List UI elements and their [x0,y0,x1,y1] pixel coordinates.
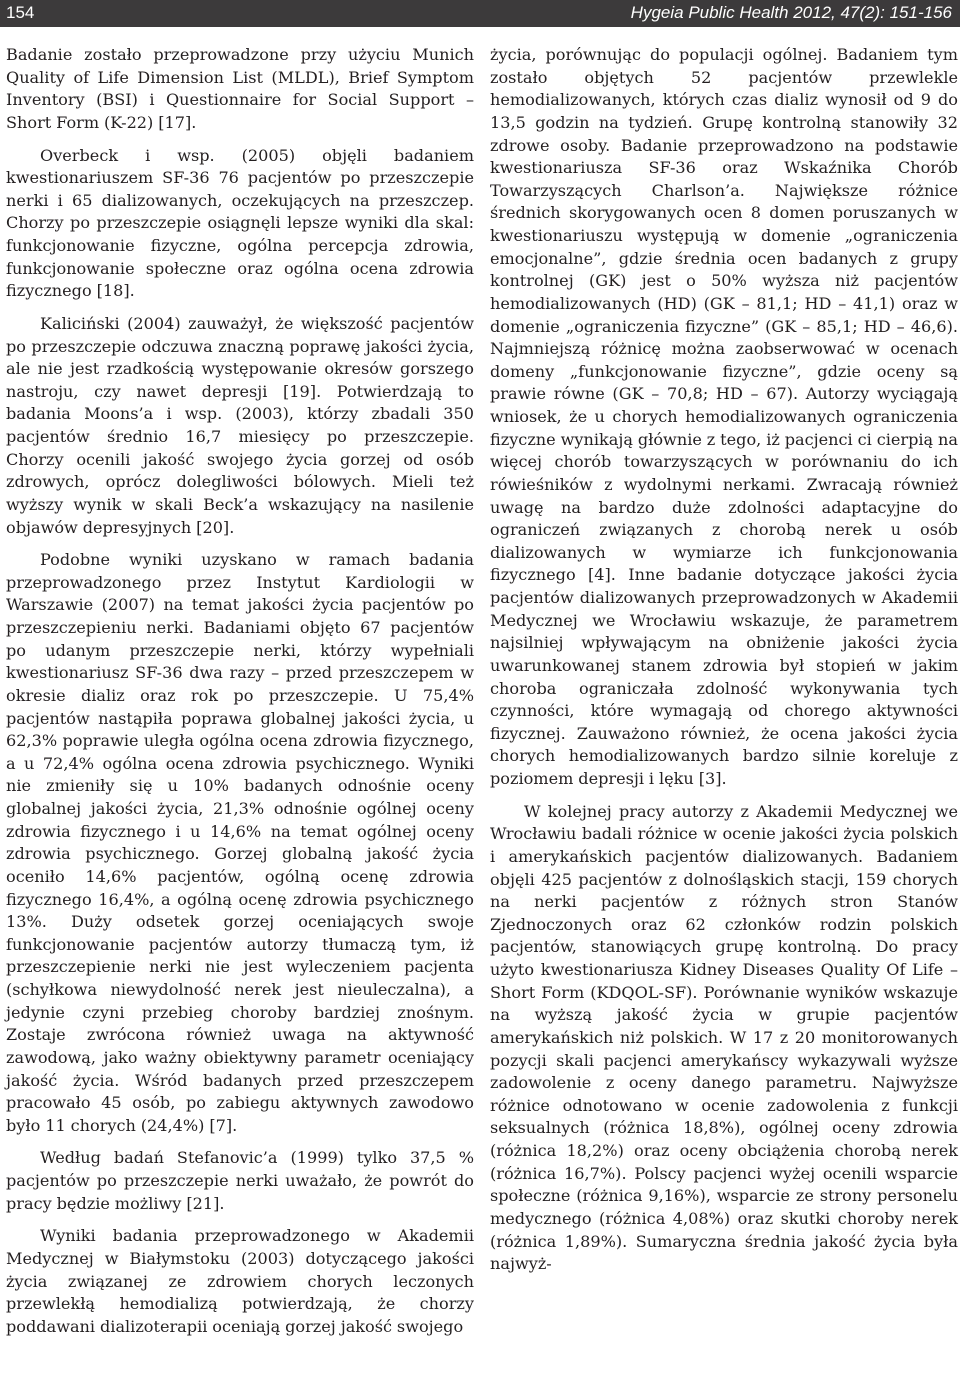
paragraph: życia, porównując do populacji ogólnej. Badaniem tym zostało objętych 52 pacjentów przewlekle hemodializowanych, których czas dializ wynosił od 9 do 13,5 godzin na tydzień. Grupę kontrolną stanowiły 32 zdrowe osoby. Badanie przeprowadzono na podstawie kwestionariusza SF-36 oraz Wskaźnika Chorób Towarzyszących Charlson’a. Największe różnice średnich skorygowanych ocen 8 domen poruszanych w kwestionariuszu występują w domenie „ograniczenia emocjonalne”, gdzie średnia ocen badanych z grupy kontrolnej (GK) jest o 50% wyższa niż pacjentów hemodializowanych (HD) (GK – 81,1; HD – 41,1) oraz w domenie „ograniczenia fizyczne” (GK – 85,1; HD – 46,6). Najmniejszą różnicę można zaobserwować w ocenach domeny „funkcjonowanie fizyczne”, gdzie oceny są prawie równe (GK – 70,8; HD – 67). Autorzy wyciągają wniosek, że u chorych hemodializowanych ograniczenia fizyczne wynikają głównie z tego, iż pacjenci ci cierpią na więcej chorób towarzyszących w porównaniu do ich rówieśników z wydolnymi nerkami. Zwracają również uwagę na bardzo duże zdolności adaptacyjne do ograniczeń związanych z chorobą nerek u osób dializowanych w wymiarze ich funkcjonowania fizycznego [4]. Inne badanie dotyczące jakości życia pacjentów dializowanych przeprowadzonych w Akademii Medycznej we Wrocławiu wskazuje, że parametrem najsilniej wpływającym na obniżenie jakości życia uwarunkowanej stanem zdrowia był stopień w jakim choroba ograniczała zdolność wykonywania tych czynności, które wymagają od chorego aktywności fizycznej. Zauważono również, że ocena jakości życia chorych hemodializowanych bardzo silnie koreluje z poziomem depresji i lęku [3]. [490,45,958,788]
paragraph: Overbeck i wsp. (2005) objęli badaniem kwestionariuszem SF-36 76 pacjentów po przeszczepie nerki i 65 dializowanych, oczekujących na przeszczep. Chorzy po przeszczepie osiągnęli lepsze wyniki dla skal: funkcjonowanie fizyczne, ogólna percepcja zdrowia, funkcjonowanie społeczne oraz ogólna ocena zdrowia fizycznego [18]. [6,145,474,301]
paragraph: Badanie zostało przeprowadzone przy użyciu Munich Quality of Life Dimension List (MLDL), Brief Symptom Inventory (BSI) i Questionnaire for Social Support – Short Form (K-22) [17]. [6,45,474,132]
paragraph: Podobne wyniki uzyskano w ramach badania przeprowadzonego przez Instytut Kardiologii w Warszawie (2007) na temat jakości życia pacjentów po przeszczepieniu nerki. Badaniami objęto 67 pacjentów po udanym przeszczepie nerki, którzy wypełniali kwestionariusz SF-36 dwa razy – przed przeszczepem w okresie dializ oraz rok po przeszczepie. U 75,4% pacjentów nastąpiła poprawa globalnej jakości życia, u 62,3% poprawie uległa ogólna ocena zdrowia fizycznego, a u 72,4% ogólna ocena zdrowia psychicznego. Wyniki nie zmieniły się u 10% badanych odnośnie oceny globalnej jakości życia, 21,3% odnośnie ogólnej oceny zdrowia fizycznego i u 14,6% na temat ogólnej oceny zdrowia psychicznego. Gorzej globalną jakość życia oceniło 14,6% pacjentów, ogólną ocenę zdrowia fizycznego 16,4%, a ogólną ocenę zdrowia psychicznego 13%. Duży odsetek gorzej oceniających swoje funkcjonowanie pacjentów autorzy tłumaczą tym, iż przeszczepienie nerki nie jest wyleczeniem pacjenta (schyłkowa niewydolność nerek jest nieuleczalna), a jedynie czyni przebieg choroby bardziej znośnym. Zostaje zwrócona również uwaga na aktywność zawodową, jako ważny obiektywny parametr oceniający jakość życia. Wśród badanych przed przeszczepem pracowało 45 osób, po zabiegu aktywnych zawodowo było 11 chorych (24,4%) [7]. [6,550,474,1135]
journal-reference: Hygeia Public Health 2012, 47(2): 151-156 [630,3,952,22]
left-text-column [6,44,474,1338]
paragraph: Kaliciński (2004) zauważył, że większość pacjentów po przeszczepie odczuwa znaczną poprawę jakości życia, ale nie jest rzadkością występowanie okresów gorszego nastroju, czy nawet depresji [19]. Potwierdzają to badania Moons’a i wsp. (2003), którzy zbadali 350 pacjentów średnio 16,7 miesięcy po przeszczepie. Chorzy ocenili jakość swojego życia gorzej od osób zdrowych, oprócz dolegliwości bólowych. Mieli też wyższy wynik w skali Beck’a wskazujący na nasilenie objawów depresyjnych [20]. [6,313,474,537]
paragraph: Według badań Stefanovic’a (1999) tylko 37,5 % pacjentów po przeszczepie nerki uważało, że powrót do pracy będzie możliwy [21]. [6,1148,474,1213]
page-number: 154 [6,3,35,22]
paragraph: Wyniki badania przeprowadzonego w Akademii Medycznej w Białymstoku (2003) dotyczącego jakości życia związanej ze zdrowiem chorych leczonych przewlekłą hemodializą potwierdzają, że chorzy poddawani dializoterapii oceniają gorzej jakość swojego [6,1226,474,1336]
page-header [0,0,960,27]
right-text-column [490,44,958,1276]
paragraph: W kolejnej pracy autorzy z Akademii Medycznej we Wrocławiu badali różnice w ocenie jakości życia polskich i amerykańskich pacjentów dializowanych. Badaniem objęli 425 pacjentów z dolnośląskich stacji, 159 chorych na nerki pacjentów z różnych stron Stanów Zjednoczonych oraz 62 członków rodzin polskich pacjentów, stanowiących grupę kontrolną. Do pracy użyto kwestionariusza Kidney Diseases Quality Of Life – Short Form (KDQOL-SF). Porównanie wyników wskazuje na wyższą jakość życia w grupie pacjentów amerykańskich niż polskich. W 17 z 20 monitorowanych pozycji skali pacjenci amerykańscy wykazywali wyższe zadowolenie z oceny danego parametru. Najwyższe różnice odnotowano w ocenie zadowolenia z funkcji seksualnych (różnica 18,8%), ogólnej oceny zdrowia (różnica 18,2%) oraz oceny obciążenia chorobą nerek (różnica 16,7%). Polscy pacjenci wyżej ocenili wsparcie społeczne (różnica 9,16%), wsparcie ze strony personelu medycznego (różnica 4,08%) oraz skutki choroby nerek (różnica 1,89%). Sumaryczna średnia jakość życia była najwyż- [490,801,958,1274]
